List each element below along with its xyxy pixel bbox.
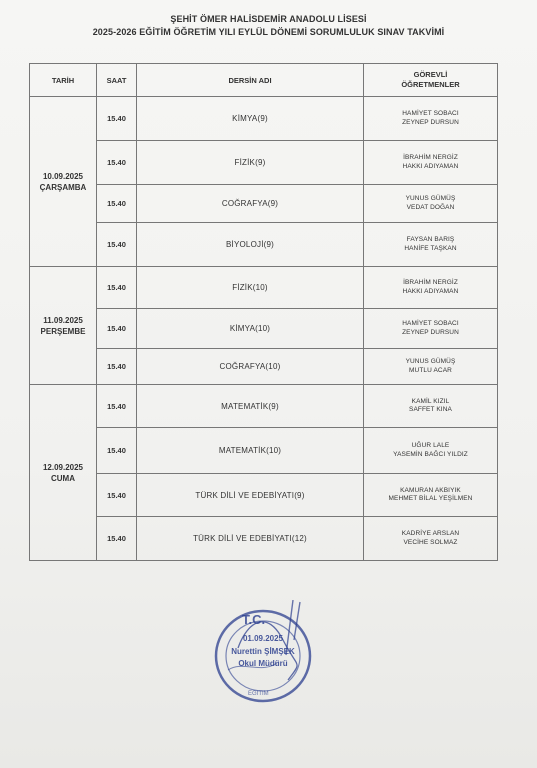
table-row <box>30 97 498 141</box>
course-name: KİMYA(9) <box>137 97 364 141</box>
exam-time: 15.40 <box>97 97 137 141</box>
exam-time: 15.40 <box>97 517 137 561</box>
teacher-name: MEHMET BİLAL YEŞİLMEN <box>388 495 473 502</box>
table-row <box>30 349 498 385</box>
table-header-row <box>30 64 498 97</box>
assigned-teachers <box>364 474 498 517</box>
course-name: COĞRAFYA(9) <box>137 185 364 223</box>
exam-day: CUMA <box>51 473 75 483</box>
table-row <box>30 309 498 349</box>
exam-time: 15.40 <box>97 349 137 385</box>
teacher-name: YUNUS GÜMÜŞ <box>405 195 456 202</box>
teacher-name: ZEYNEP DURSUN <box>402 328 459 336</box>
teacher-name: VECİHE SOLMAZ <box>403 538 458 546</box>
teacher-name: YUNUS GÜMÜŞ <box>405 358 456 365</box>
exam-day: PERŞEMBE <box>40 326 86 336</box>
teacher-name: KAMURAN AKBIYIK <box>400 486 461 494</box>
exam-time: 15.40 <box>97 474 137 517</box>
exam-time: 15.40 <box>97 385 137 428</box>
exam-time: 15.40 <box>97 185 137 223</box>
signature-date: 01.09.2025 <box>242 634 284 643</box>
course-name: BİYOLOJİ(9) <box>137 223 364 267</box>
course-name: FİZİK(9) <box>137 141 364 185</box>
exam-time: 15.40 <box>97 267 137 309</box>
teacher-name: HAMİYET SOBACI <box>402 320 459 327</box>
assigned-teachers <box>364 223 498 267</box>
exam-date-cell <box>30 267 97 385</box>
assigned-teachers <box>364 267 498 309</box>
table-row <box>30 267 498 309</box>
assigned-teachers <box>364 517 498 561</box>
exam-time: 15.40 <box>97 223 137 267</box>
assigned-teachers <box>364 141 498 185</box>
header-ogretmenler-line1: GÖREVLİ <box>413 70 448 79</box>
teacher-name: KADRİYE ARSLAN <box>401 530 460 537</box>
course-name: MATEMATİK(9) <box>137 385 364 428</box>
exam-date: 12.09.2025 <box>42 462 84 472</box>
table-row <box>30 141 498 185</box>
course-name: KİMYA(10) <box>137 309 364 349</box>
exam-day: ÇARŞAMBA <box>39 182 87 192</box>
exam-time: 15.40 <box>97 309 137 349</box>
assigned-teachers <box>364 385 498 428</box>
svg-text:T.C.: T.C. <box>242 612 266 627</box>
assigned-teachers <box>364 428 498 474</box>
table-row <box>30 223 498 267</box>
signature-name: Nurettin ŞİMŞEK <box>231 647 295 656</box>
teacher-name: HANİFE TAŞKAN <box>404 244 457 252</box>
exam-date: 10.09.2025 <box>42 171 84 181</box>
teacher-name: İBRAHİM NERGİZ <box>403 279 458 286</box>
teacher-name: HAKKI ADIYAMAN <box>402 287 459 295</box>
assigned-teachers <box>364 185 498 223</box>
teacher-name: KAMİL KIZIL <box>411 397 450 405</box>
teacher-name: HAKKI ADIYAMAN <box>402 162 459 170</box>
table-row <box>30 428 498 474</box>
course-name: MATEMATİK(10) <box>137 428 364 474</box>
table-row <box>30 385 498 428</box>
exam-time: 15.40 <box>97 428 137 474</box>
teacher-name: ZEYNEP DURSUN <box>402 118 459 126</box>
exam-schedule-table <box>29 63 498 561</box>
svg-text:EĞİTİM: EĞİTİM <box>248 691 269 697</box>
header-ders: DERSİN ADI <box>137 64 364 97</box>
header-saat: SAAT <box>97 64 137 97</box>
header-tarih: TARİH <box>30 64 97 97</box>
exam-date-cell <box>30 97 97 267</box>
course-name: TÜRK DİLİ VE EDEBİYATI(9) <box>137 474 364 517</box>
exam-time: 15.40 <box>97 141 137 185</box>
table-row <box>30 185 498 223</box>
signature-title: Okul Müdürü <box>238 659 288 668</box>
exam-date: 11.09.2025 <box>43 315 83 325</box>
teacher-name: VEDAT DOĞAN <box>406 203 455 211</box>
table-row <box>30 517 498 561</box>
teacher-name: UĞUR LALE <box>411 442 450 449</box>
teacher-name: İBRAHİM NERGİZ <box>403 154 458 161</box>
teacher-name: YASEMİN BAĞCI YILDIZ <box>393 450 468 458</box>
teacher-name: HAMİYET SOBACI <box>402 110 459 117</box>
course-name: FİZİK(10) <box>137 267 364 309</box>
teacher-name: FAYSAN BARIŞ <box>406 236 455 243</box>
assigned-teachers <box>364 97 498 141</box>
header-ogretmenler-line2: ÖĞRETMENLER <box>401 80 460 89</box>
assigned-teachers <box>364 309 498 349</box>
course-name: TÜRK DİLİ VE EDEBİYATI(12) <box>137 517 364 561</box>
table-row <box>30 474 498 517</box>
school-name: ŞEHİT ÖMER HALİSDEMİR ANADOLU LİSESİ <box>170 14 367 24</box>
header-ogretmenler <box>364 64 498 97</box>
teacher-name: MUTLU ACAR <box>409 366 452 374</box>
exam-date-cell <box>30 385 97 561</box>
course-name: COĞRAFYA(10) <box>137 349 364 385</box>
teacher-name: SAFFET KINA <box>409 406 452 413</box>
assigned-teachers <box>364 349 498 385</box>
document-title: 2025-2026 EĞİTİM ÖĞRETİM YILI EYLÜL DÖNEMİ SORUMLULUK SINAV TAKVİMİ <box>92 27 445 37</box>
